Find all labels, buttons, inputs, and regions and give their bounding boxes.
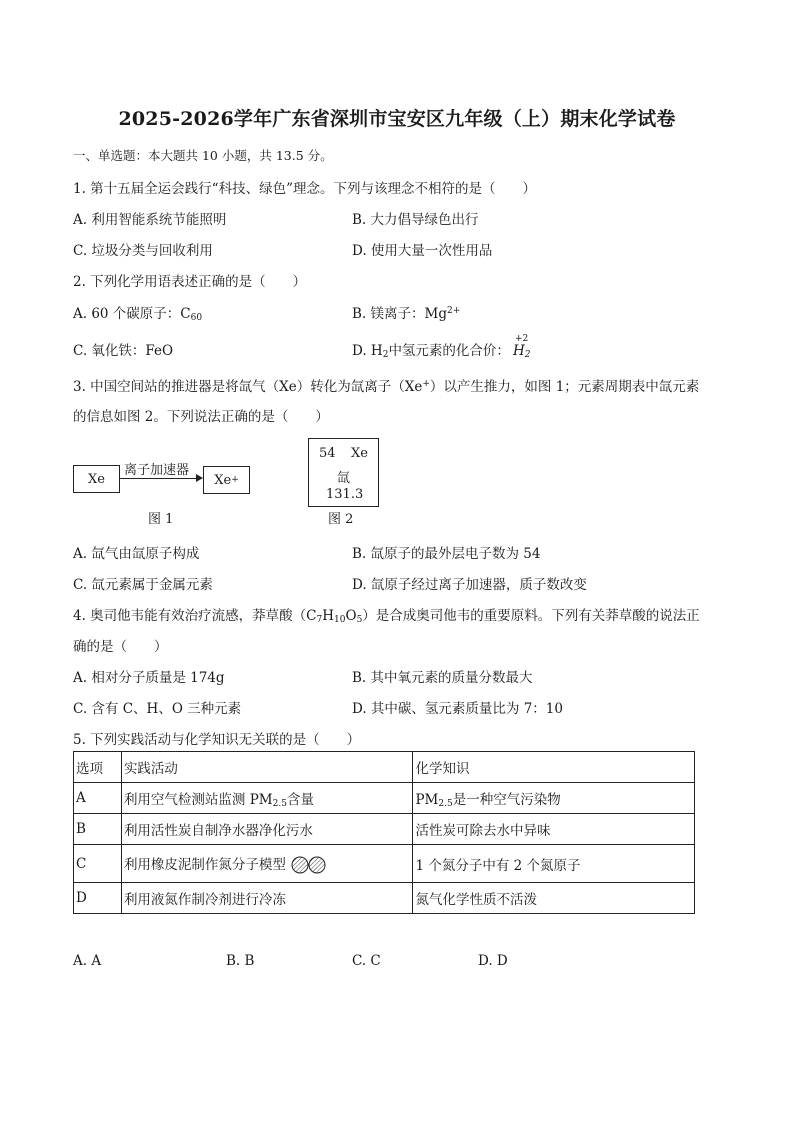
q4-option-d: D. 其中碳、氢元素质量比为 7：10 <box>352 701 563 717</box>
table-row <box>74 845 695 883</box>
q4-option-c: C. 含有 C、H、O 三种元素 <box>73 701 242 717</box>
q4-option-b: B. 其中氧元素的质量分数最大 <box>352 670 533 686</box>
q2-option-d: D. $H_2$中氢元素的化合价： +2 $H_2$ <box>352 334 531 360</box>
header-activity: 实践活动 <box>121 752 413 783</box>
q2-option-c: C. 氧化铁：FeO <box>73 343 174 359</box>
valence-notation: +2 $H_2$ <box>512 334 531 360</box>
q2-option-b: B. 镁离子：$Mg^{2+}$ <box>352 306 461 322</box>
q2-stem: 2. 下列化学用语表述正确的是（ ） <box>73 274 307 290</box>
row-knowledge: 1 个氮分子中有 2 个氮原子 <box>413 845 695 883</box>
q2-option-a: A. 60 个碳原子：$C_{60}$ <box>73 306 203 323</box>
atomic-mass: 131.3 <box>326 487 364 502</box>
q4-option-a: A. 相对分子质量是 174g <box>73 670 225 686</box>
q3-option-c: C. 氙元素属于金属元素 <box>73 577 213 593</box>
row-option: C <box>74 845 122 883</box>
q5-stem: 5. 下列实践活动与化学知识无关联的是（ ） <box>73 732 361 748</box>
row-option: D <box>74 883 122 914</box>
table-row <box>74 783 695 814</box>
q5-option-b: B. B <box>226 953 255 969</box>
table-row <box>74 814 695 845</box>
table-header-row <box>74 752 695 783</box>
row-activity: 利用活性炭自制净水器净化污水 <box>121 814 413 845</box>
xe-ion-box: Xe + <box>203 466 250 494</box>
q3-stem-line2: 的信息如图 2。下列说法正确的是（ ） <box>73 409 329 425</box>
row-option: B <box>74 814 122 845</box>
exam-title: 2025-2026学年广东省深圳市宝安区九年级（上）期末化学试卷 <box>118 108 676 130</box>
row-knowledge: $PM_{2.5}$是一种空气污染物 <box>413 783 695 814</box>
arrow-head-icon <box>196 474 203 482</box>
row-option: A <box>74 783 122 814</box>
accelerator-label: 离子加速器 <box>124 463 190 478</box>
q4-stem-line2: 确的是（ ） <box>73 639 168 655</box>
section-heading: 一、单选题：本大题共 10 小题，共 13.5 分。 <box>73 148 333 163</box>
periodic-table-cell <box>308 438 379 507</box>
q3-option-a: A. 氙气由氙原子构成 <box>73 546 200 562</box>
row-activity: 利用空气检测站监测 $PM_{2.5}$含量 <box>121 783 413 814</box>
row-knowledge: 氮气化学性质不活泼 <box>413 883 695 914</box>
q5-table <box>73 751 695 914</box>
q4-stem-line1: 4. 奥司他韦能有效治疗流感，莽草酸$(C_7H_{10}O_5)$是合成奥司他韦的重要原料。下列有关莽草酸的说法正 <box>73 608 700 625</box>
reaction-arrow <box>119 478 197 479</box>
xe-box: Xe <box>73 465 120 493</box>
row-activity: 利用橡皮泥制作氮分子模型 <box>121 845 413 883</box>
element-symbol: Xe <box>351 446 368 461</box>
q1-option-d: D. 使用大量一次性用品 <box>352 243 493 259</box>
q5-option-d: D. D <box>478 953 508 969</box>
figure-2-caption: 图 2 <box>328 512 354 527</box>
q1-stem: 1. 第十五届全运会践行“科技、绿色”理念。下列与该理念不相符的是（ ） <box>73 181 536 197</box>
header-knowledge: 化学知识 <box>413 752 695 783</box>
row-activity: 利用液氮作制冷剂进行冷冻 <box>121 883 413 914</box>
figure-1-caption: 图 1 <box>148 512 174 527</box>
q1-option-c: C. 垃圾分类与回收利用 <box>73 243 213 259</box>
q5-option-a: A. A <box>73 953 102 969</box>
row-knowledge: 活性炭可除去水中异味 <box>413 814 695 845</box>
q5-option-c: C. C <box>352 953 381 969</box>
table-row <box>74 883 695 914</box>
nitrogen-molecule-model-icon <box>290 856 328 874</box>
q3-stem-line1: 3. 中国空间站的推进器是将氙气（Xe）转化为氙离子（Xe+）以产生推力，如图 1；元素周期表中氙元素 <box>73 379 700 395</box>
q3-option-d: D. 氙原子经过离子加速器，质子数改变 <box>352 577 587 593</box>
q1-option-b: B. 大力倡导绿色出行 <box>352 212 479 228</box>
atomic-number: 54 <box>319 446 336 461</box>
element-name: 氙 <box>337 471 351 486</box>
q1-option-a: A. 利用智能系统节能照明 <box>73 212 227 228</box>
q3-option-b: B. 氙原子的最外层电子数为 54 <box>352 546 541 562</box>
header-option: 选项 <box>74 752 122 783</box>
